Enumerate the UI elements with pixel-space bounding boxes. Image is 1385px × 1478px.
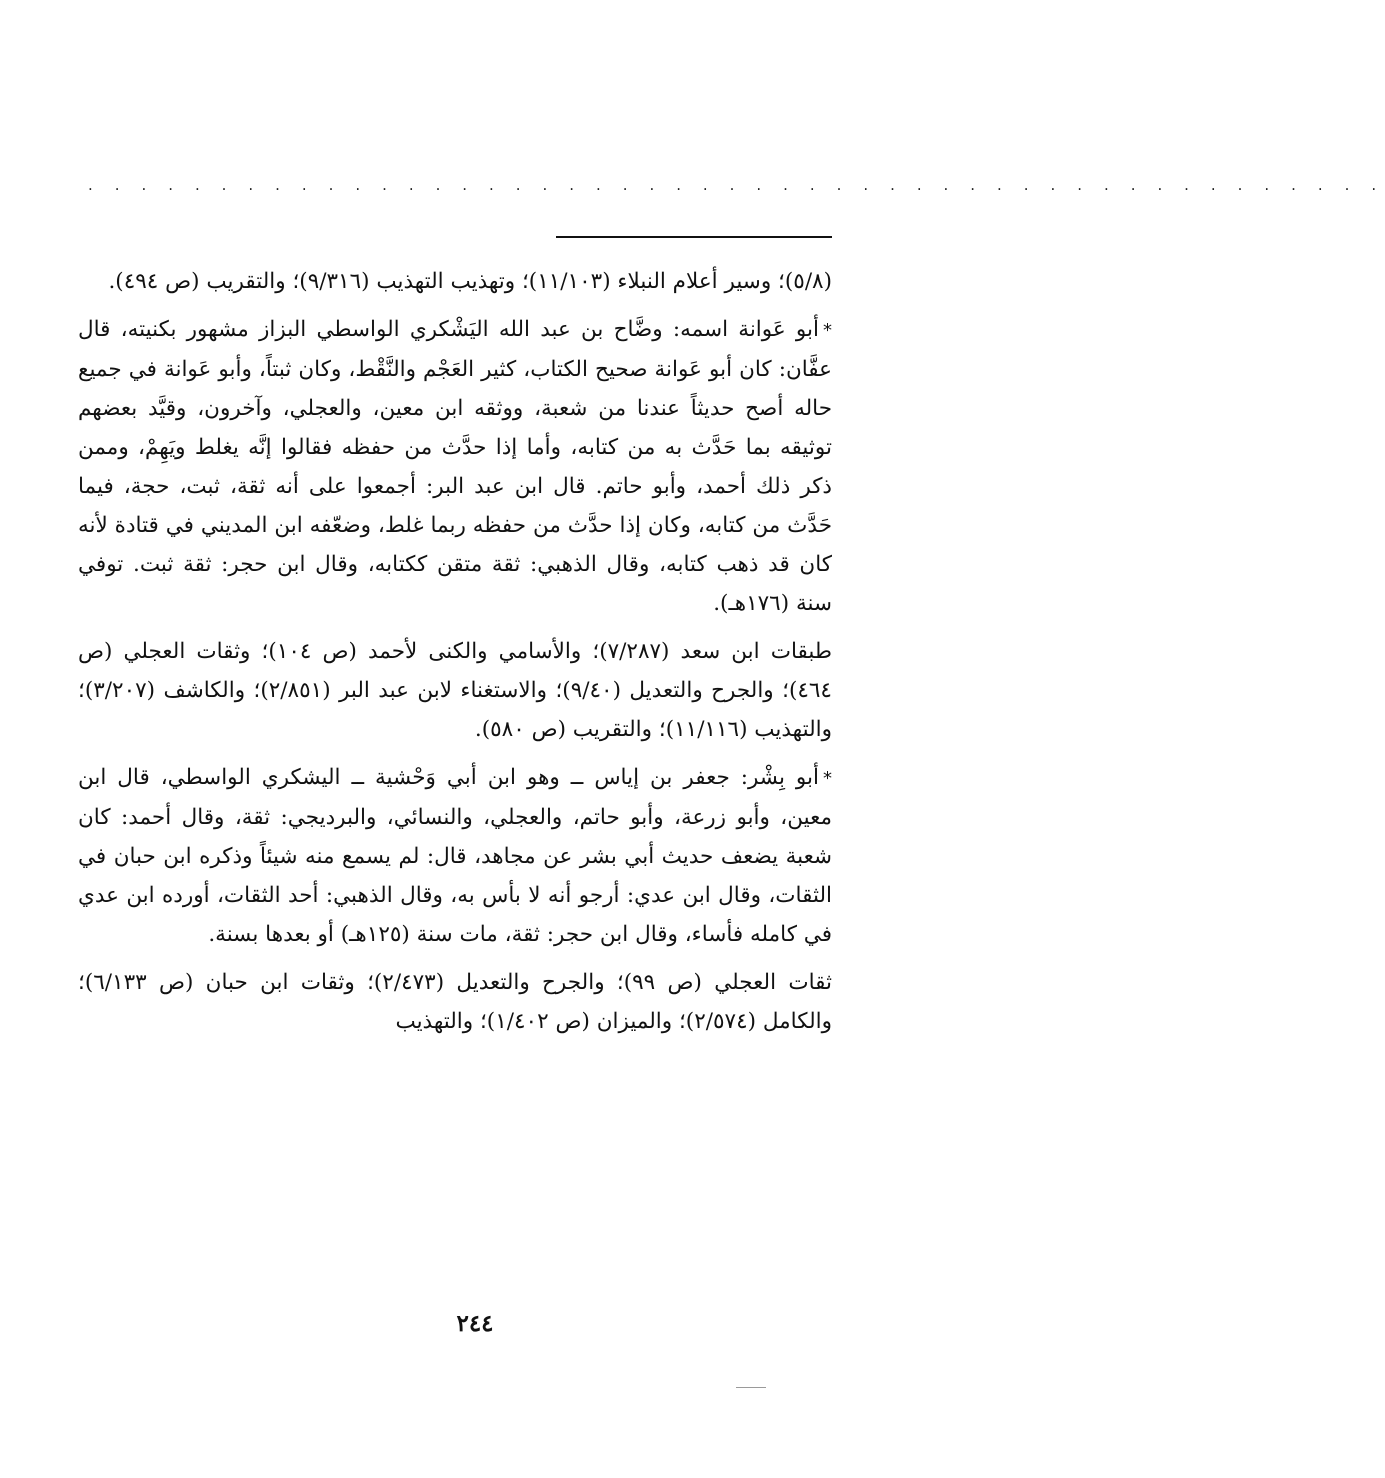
asterisk-marker: *	[823, 320, 832, 341]
paragraph-abu-bishr: *أبو بِشْر: جعفر بن إياس ــ وهو ابن أبي وَحْشية ــ اليشكري الواسطي، قال ابن معين، وأبو زرعة، وأبو حاتم، والعجلي، والنسائي، والبرديجي: ثقة، وقال أحمد: كان شعبة يضعف حديث أبي بشر عن مجاهد، قال: لم يسمع منه شيئاً وذكره ابن حبان في الثقات، وقال ابن عدي: أرجو أنه لا بأس به، وقال الذهبي: أحد الثقات، أورده ابن عدي في كامله فأساء، وقال ابن حجر: ثقة، مات سنة (١٢٥هـ) أو بعدها بسنة.	[78, 765, 832, 947]
footnote-text	[78, 262, 832, 1050]
paragraph-continuation: (٥/٨)؛ وسير أعلام النبلاء (١١/١٠٣)؛ وتهذيب التهذيب (٩/٣١٦)؛ والتقريب (ص ٤٩٤).	[108, 269, 832, 294]
footnote-rule	[556, 236, 832, 238]
scan-artifact-line	[736, 1387, 766, 1388]
asterisk-marker: *	[823, 768, 832, 789]
paragraph-abu-awana: *أبو عَوانة اسمه: وضَّاح بن عبد الله اليَشْكري الواسطي البزاز مشهور بكنيته، قال عفَّان: كان أبو عَوانة صحيح الكتاب، كثير العَجْم والنَّقْط، وكان ثبتاً، وأبو عَوانة في جميع حاله أصح حديثاً عندنا من شعبة، ووثقه ابن معين، والعجلي، وآخرون، وقيَّد بعضهم توثيقه بما حَدَّث به من كتابه، وأما إذا حدَّث من حفظه فقالوا إنَّه يغلط ويَهِمْ، وممن ذكر ذلك أحمد، وأبو حاتم. قال ابن عبد البر: أجمعوا على أنه ثقة، ثبت، حجة، فيما حَدَّث من كتابه، وكان إذا حدَّث من حفظه ربما غلط، وضعّفه ابن المديني في قتادة لأنه كان قد ذهب كتابه، وقال الذهبي: ثقة متقن ككتابه، وقال ابن حجر: ثقة ثبت. توفي سنة (١٧٦هـ).	[78, 317, 832, 616]
paragraph-sources-abu-awana: طبقات ابن سعد (٧/٢٨٧)؛ والأسامي والكنى لأحمد (ص ١٠٤)؛ وثقات العجلي (ص ٤٦٤)؛ والجرح والتعديل (٩/٤٠)؛ والاستغناء لابن عبد البر (٢/٨٥١)؛ والكاشف (٣/٢٠٧)؛ والتهذيب (١١/١١٦)؛ والتقريب (ص ٥٨٠).	[78, 639, 833, 742]
dotted-separator: . . . . . . . . . . . . . . . . . . . . . . . . . . . . . . . . . . . . . . . . . . . . . . . . .	[88, 176, 1385, 194]
page-number: ٢٤٤	[456, 1310, 494, 1337]
paragraph-sources-abu-bishr: ثقات العجلي (ص ٩٩)؛ والجرح والتعديل (٢/٤٧٣)؛ وثقات ابن حبان (ص ٦/١٣٣)؛ والكامل (٢/٥٧٤)؛ والميزان (ص ١/٤٠٢)؛ والتهذيب	[78, 970, 833, 1034]
